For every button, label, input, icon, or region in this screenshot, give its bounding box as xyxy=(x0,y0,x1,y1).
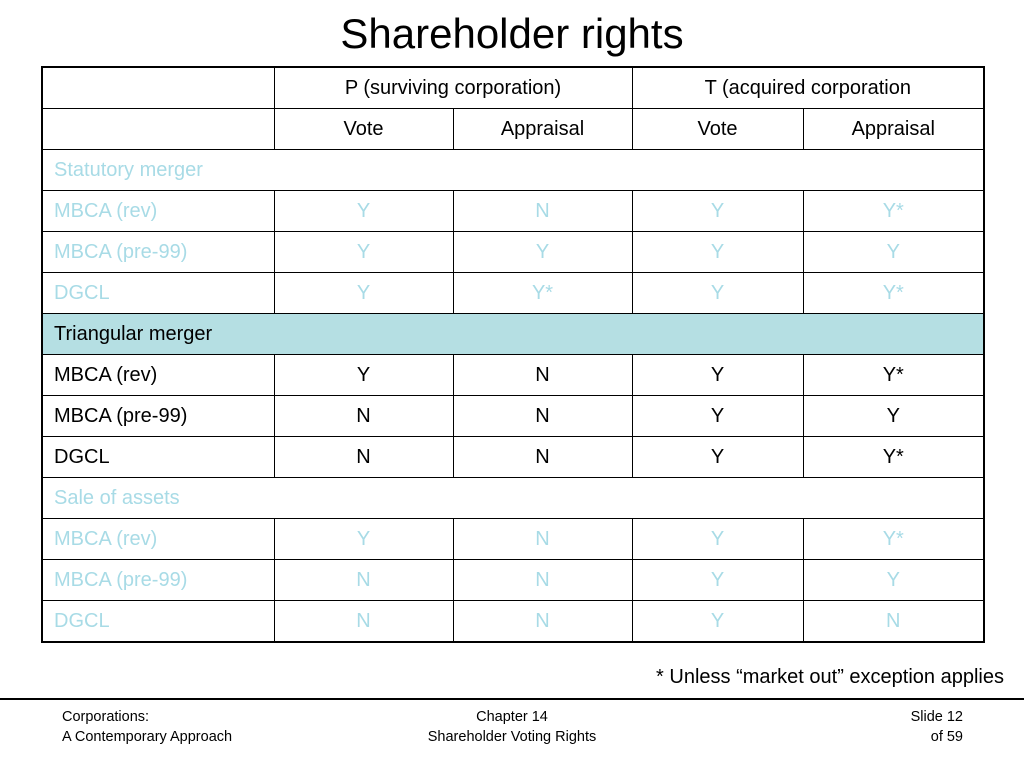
cell-p-vote: N xyxy=(274,437,453,478)
cell-p-appraisal: N xyxy=(453,519,632,560)
cell-t-vote: Y xyxy=(632,273,803,314)
cell-p-appraisal: Y* xyxy=(453,273,632,314)
group-header-row xyxy=(42,67,984,109)
footer-slide-line-1: Slide 12 xyxy=(910,709,963,725)
row-label: DGCL xyxy=(42,273,274,314)
cell-p-appraisal: N xyxy=(453,601,632,643)
footer-slide-number xyxy=(911,707,963,747)
sub-header-t-vote: Vote xyxy=(632,109,803,150)
sub-header-p-appraisal: Appraisal xyxy=(453,109,632,150)
cell-t-appraisal: Y* xyxy=(803,191,984,232)
table-row xyxy=(42,355,984,396)
table-row xyxy=(42,560,984,601)
section-label: Sale of assets xyxy=(42,478,984,519)
corner-cell xyxy=(42,109,274,150)
cell-t-vote: Y xyxy=(632,191,803,232)
cell-t-appraisal: Y* xyxy=(803,519,984,560)
sub-header-t-appraisal: Appraisal xyxy=(803,109,984,150)
cell-p-appraisal: N xyxy=(453,560,632,601)
cell-p-vote: N xyxy=(274,560,453,601)
shareholder-rights-table xyxy=(41,66,985,643)
table-row xyxy=(42,273,984,314)
cell-t-vote: Y xyxy=(632,601,803,643)
section-label: Triangular merger xyxy=(42,314,984,355)
row-label: DGCL xyxy=(42,437,274,478)
cell-p-appraisal: N xyxy=(453,396,632,437)
corner-cell xyxy=(42,67,274,109)
row-label: DGCL xyxy=(42,601,274,643)
table-row xyxy=(42,519,984,560)
cell-t-appraisal: Y xyxy=(803,396,984,437)
row-label: MBCA (pre-99) xyxy=(42,396,274,437)
table-row xyxy=(42,191,984,232)
cell-t-appraisal: Y xyxy=(803,232,984,273)
cell-t-vote: Y xyxy=(632,519,803,560)
footer-course xyxy=(62,707,232,747)
sub-header-row xyxy=(42,109,984,150)
footer-chapter-line-1: Chapter 14 xyxy=(476,709,548,725)
cell-p-vote: Y xyxy=(274,191,453,232)
table-row xyxy=(42,437,984,478)
cell-p-appraisal: N xyxy=(453,191,632,232)
cell-p-vote: N xyxy=(274,601,453,643)
cell-p-vote: Y xyxy=(274,355,453,396)
cell-p-vote: N xyxy=(274,396,453,437)
cell-t-appraisal: Y xyxy=(803,560,984,601)
row-label: MBCA (pre-99) xyxy=(42,232,274,273)
cell-p-appraisal: N xyxy=(453,355,632,396)
row-label: MBCA (pre-99) xyxy=(42,560,274,601)
cell-t-appraisal: N xyxy=(803,601,984,643)
cell-t-vote: Y xyxy=(632,437,803,478)
group-header-p: P (surviving corporation) xyxy=(274,67,632,109)
footer-course-line-2: A Contemporary Approach xyxy=(62,729,233,745)
row-label: MBCA (rev) xyxy=(42,519,274,560)
slide-title: Shareholder rights xyxy=(340,10,684,57)
cell-t-vote: Y xyxy=(632,232,803,273)
cell-t-appraisal: Y* xyxy=(803,355,984,396)
cell-p-vote: Y xyxy=(274,232,453,273)
cell-p-appraisal: N xyxy=(453,437,632,478)
section-row-statutory-merger xyxy=(42,150,984,191)
cell-t-vote: Y xyxy=(632,560,803,601)
section-row-sale-of-assets xyxy=(42,478,984,519)
footer-chapter-line-2: Shareholder Voting Rights xyxy=(427,729,597,745)
cell-p-vote: Y xyxy=(274,519,453,560)
footer-slide-line-2: of 59 xyxy=(930,729,963,745)
cell-t-vote: Y xyxy=(632,396,803,437)
footer-divider xyxy=(0,698,1024,700)
section-row-triangular-merger xyxy=(42,314,984,355)
cell-t-vote: Y xyxy=(632,355,803,396)
sub-header-p-vote: Vote xyxy=(274,109,453,150)
row-label: MBCA (rev) xyxy=(42,355,274,396)
footer-course-line-1: Corporations: xyxy=(62,709,150,725)
cell-p-appraisal: Y xyxy=(453,232,632,273)
row-label: MBCA (rev) xyxy=(42,191,274,232)
table-row xyxy=(42,232,984,273)
group-header-t: T (acquired corporation xyxy=(632,67,984,109)
section-label: Statutory merger xyxy=(42,150,984,191)
cell-p-vote: Y xyxy=(274,273,453,314)
footnote: * Unless “market out” exception applies xyxy=(656,666,1004,688)
table-row xyxy=(42,601,984,643)
footer-chapter xyxy=(362,707,662,747)
cell-t-appraisal: Y* xyxy=(803,273,984,314)
table-row xyxy=(42,396,984,437)
cell-t-appraisal: Y* xyxy=(803,437,984,478)
